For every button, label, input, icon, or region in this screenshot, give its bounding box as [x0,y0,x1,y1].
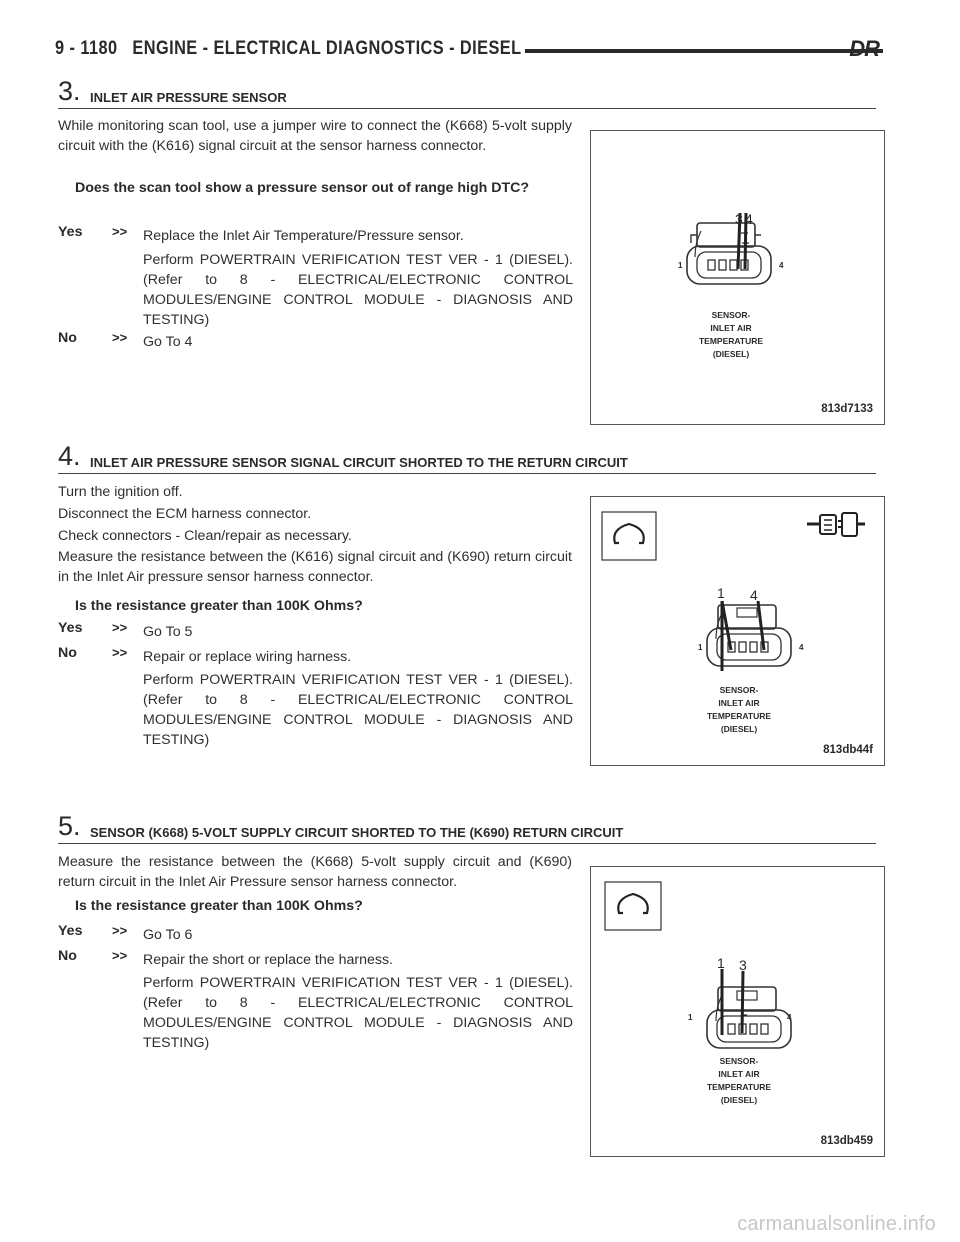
no-arrow: >> [112,330,128,345]
no-label: No [58,948,77,964]
pin-label-left: 1 [678,261,683,270]
watermark: carmanualsonline.info [737,1213,936,1235]
yes-arrow: >> [112,923,128,938]
no-text: Perform POWERTRAIN VERIFICATION TEST VER - 1 (DIESEL). (Refer to 8 - ELECTRICAL/ELECTRONIC CONTROL MODULES/ENGINE CONTROL MODULE - DIAGNOSIS AND TESTING) [143,975,573,1051]
pin-label-right: 4 [779,261,784,270]
body-text: Turn the ignition off. [58,484,183,500]
sensor-label: SENSOR- INLET AIR TEMPERATURE (DIESEL) [706,1056,772,1105]
header-title: 9 - 1180 ENGINE - ELECTRICAL DIAGNOSTICS - DIESEL [55,38,522,59]
pin-label-right: 4 [787,1013,792,1022]
question: Is the resistance greater than 100K Ohms? [75,898,363,914]
no-arrow: >> [112,645,128,660]
no-arrow: >> [112,948,128,963]
section-heading-5 [58,811,876,844]
yes-label: Yes [58,224,83,240]
pin-number: 4 [745,211,753,227]
question: Does the scan tool show a pressure sensor out of range high DTC? [75,180,530,196]
pin-number: 3 [739,957,747,973]
figure-connector-3 [590,866,885,1157]
body-text: Measure the resistance between the (K668) 5-volt supply circuit and (K690) return circuit in the Inlet Air Pressure sensor harness connector. [58,854,572,890]
yes-arrow: >> [112,620,128,635]
connector-drawing [591,131,884,424]
figure-caption: 813db459 [820,1135,873,1147]
pin-number: 1 [717,955,725,971]
yes-text: Go To 6 [143,927,193,943]
body-text: Check connectors - Clean/repair as necessary. [58,528,352,544]
header-rule [525,49,883,53]
model-code: DR [849,36,879,61]
no-text: Repair the short or replace the harness. [143,952,393,968]
connector-drawing [591,867,884,1156]
figure-caption: 813d7133 [821,403,873,415]
section-title: INLET AIR PRESSURE SENSOR [90,90,287,105]
yes-label: Yes [58,923,83,939]
body-text: Measure the resistance between the (K616) signal circuit and (K690) return circuit in the Inlet Air pressure sensor harness connector. [58,549,572,585]
sensor-label: SENSOR- INLET AIR TEMPERATURE (DIESEL) [706,685,772,734]
pin-label-left: 1 [688,1013,693,1022]
yes-text: Go To 5 [143,624,193,640]
question: Is the resistance greater than 100K Ohms? [75,598,363,614]
section-title: INLET AIR PRESSURE SENSOR SIGNAL CIRCUIT SHORTED TO THE RETURN CIRCUIT [90,455,628,470]
yes-text: Perform POWERTRAIN VERIFICATION TEST VER - 1 (DIESEL). (Refer to 8 - ELECTRICAL/ELECTRONIC CONTROL MODULES/ENGINE CONTROL MODULE - DIAGNOSIS AND TESTING) [143,252,573,328]
figure-connector-1 [590,130,885,425]
pin-label-right: 4 [799,643,804,652]
no-label: No [58,330,77,346]
no-text: Perform POWERTRAIN VERIFICATION TEST VER - 1 (DIESEL). (Refer to 8 - ELECTRICAL/ELECTRONIC CONTROL MODULES/ENGINE CONTROL MODULE - DIAGNOSIS AND TESTING) [143,672,573,748]
body-text: While monitoring scan tool, use a jumper wire to connect the (K668) 5-volt supply circuit with the (K616) signal circuit at the sensor harness connector. [58,118,572,154]
section-number: 5. [58,811,81,841]
figure-caption: 813db44f [823,744,873,756]
figure-connector-2 [590,496,885,766]
yes-text: Replace the Inlet Air Temperature/Pressure sensor. [143,228,464,244]
body-text: Disconnect the ECM harness connector. [58,506,312,522]
section-heading-3 [58,76,876,109]
pin-number: 1 [717,585,725,601]
no-text: Repair or replace wiring harness. [143,649,352,665]
yes-label: Yes [58,620,83,636]
pin-number: 4 [750,587,758,603]
pin-label-left: 1 [698,643,703,652]
page-header [55,38,879,62]
pin-number: 3 [735,211,743,227]
no-text: Go To 4 [143,334,193,350]
yes-arrow: >> [112,224,128,239]
section-heading-4 [58,441,876,474]
section-number: 4. [58,441,81,471]
sensor-label: SENSOR- INLET AIR TEMPERATURE (DIESEL) [698,310,764,359]
no-label: No [58,645,77,661]
section-number: 3. [58,76,81,106]
section-title: SENSOR (K668) 5-VOLT SUPPLY CIRCUIT SHORTED TO THE (K690) RETURN CIRCUIT [90,825,624,840]
